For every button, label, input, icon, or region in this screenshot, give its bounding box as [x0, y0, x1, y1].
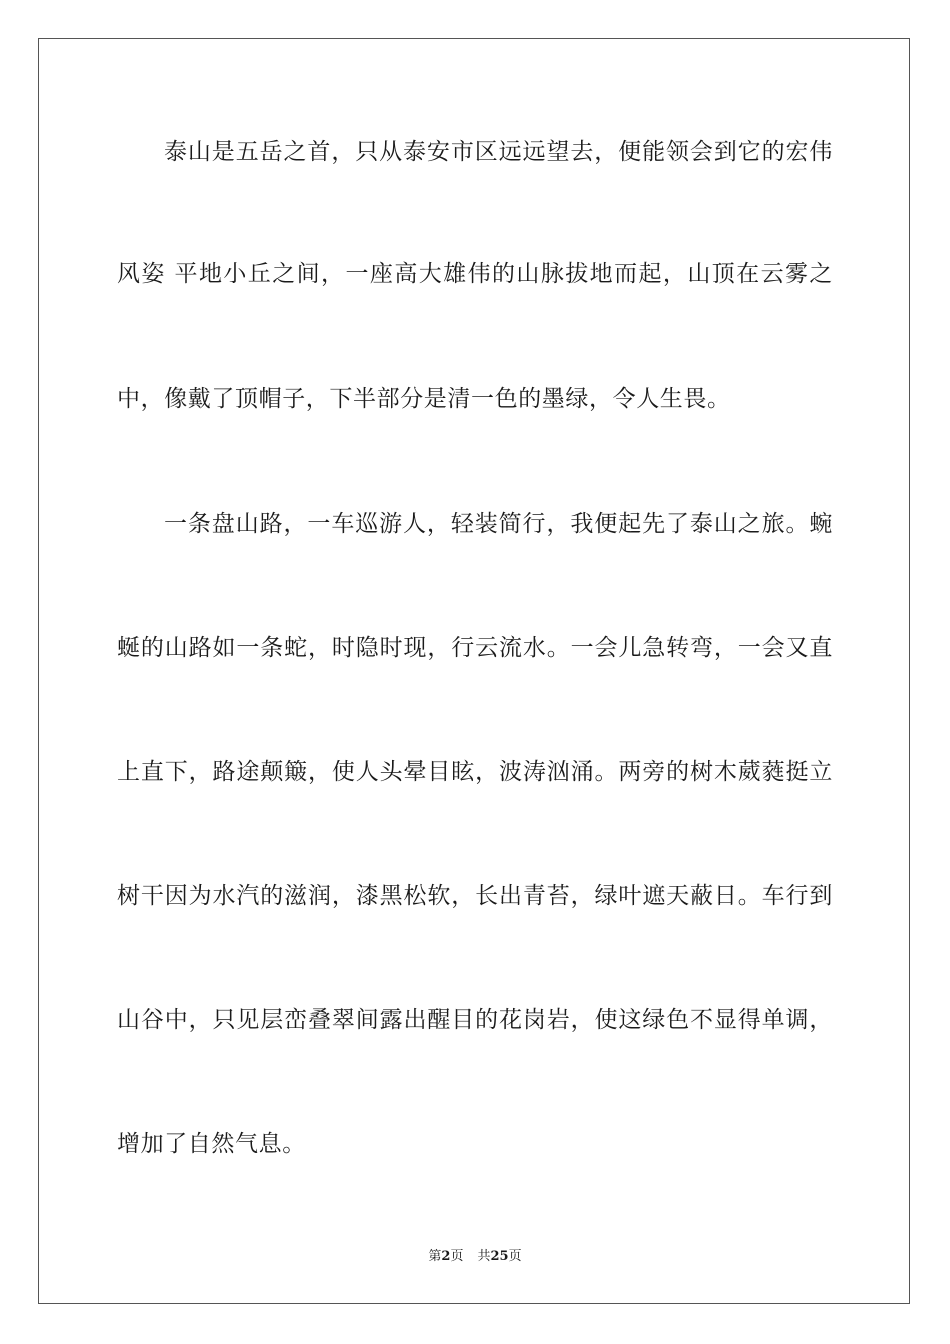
page-number: 2 — [441, 1249, 451, 1264]
paragraph-line: 风姿 平地小丘之间，一座高大雄伟的山脉拔地而起，山顶在云雾之 — [117, 261, 833, 287]
total-pages: 25 — [490, 1249, 509, 1264]
page-suffix: 页 — [450, 1249, 464, 1264]
total-pages-label — [477, 1249, 521, 1264]
page-footer — [0, 1248, 950, 1266]
paragraph-line: 山谷中，只见层峦叠翠间露出醒目的花岗岩，使这绿色不显得单调， — [117, 1007, 833, 1033]
paragraph-line: 泰山是五岳之首，只从泰安市区远远望去，便能领会到它的宏伟 — [164, 139, 833, 165]
page-number-label — [428, 1249, 463, 1264]
paragraph-line: 增加了自然气息。 — [117, 1131, 306, 1157]
page-border — [38, 38, 910, 1304]
total-suffix: 页 — [508, 1249, 522, 1264]
paragraph-line: 上直下，路途颠簸，使人头晕目眩，波涛汹涌。两旁的树木葳蕤挺立 — [117, 759, 833, 785]
paragraph-line: 树干因为水汽的滋润，漆黑松软，长出青苔，绿叶遮天蔽日。车行到 — [117, 883, 833, 909]
paragraph-line: 中，像戴了顶帽子，下半部分是清一色的墨绿，令人生畏。 — [117, 386, 731, 412]
paragraph-line: 一条盘山路，一车巡游人，轻装简行，我便起先了泰山之旅。蜿 — [164, 511, 833, 537]
paragraph-line: 蜒的山路如一条蛇，时隐时现，行云流水。一会儿急转弯，一会又直 — [117, 635, 833, 661]
page-prefix: 第 — [428, 1249, 442, 1264]
total-prefix: 共 — [477, 1249, 491, 1264]
